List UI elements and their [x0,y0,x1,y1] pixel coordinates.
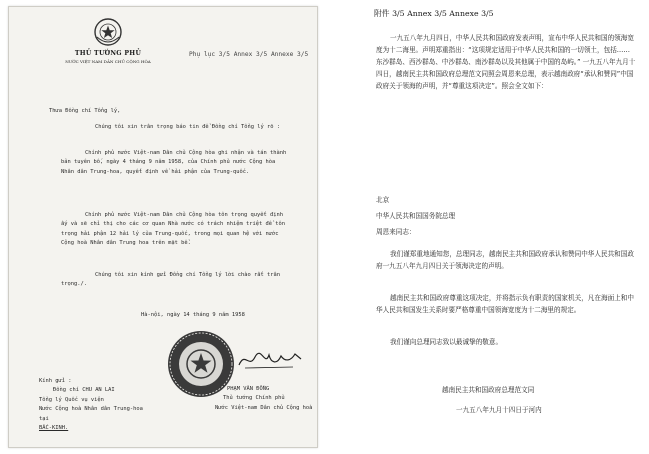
address-name: 周恩来同志： [376,228,416,236]
receiver-line: tại [39,415,49,422]
paragraph-recognition: Chính phủ nước Việt-nam Dân chủ Cộng hòa ghi nhận và tán thành bản tuyên bố, ngày 4 tháng 9 năm 1958, của Chính phủ nước Cộng hòa Nhân dân Trung-hoa, quyết định về hải phận của Trung-quốc. [61,150,287,175]
closing-signer: 越南民主共和国政府总理范文同 [442,386,535,394]
receiver-line: BẮC-KINH. [39,425,69,432]
intro-paragraph: 一九五八年九月四日，中华人民共和国政府发表声明，宣布中华人民共和国的领海宽度为十二海里。声明郑重指出：“这项规定适用于中华人民共和国的一切领土，包括……东沙群岛、西沙群岛、中沙群岛、南沙群岛以及其他属于中国的岛屿。” 一九五八年九月十四日，越南民主共和国政府总理范文同照会周恩来总理，表示越南政府“承认和赞同”中国政府关于领海的声明，并“尊重这项决定”。照会全文如下： [376,34,636,90]
paragraph-closing: Chúng tôi xin kính gửi Đồng chí Tổng lý lời chào rất trân trọng./. [61,272,280,288]
receiver-line: Nước Cộng hoà Nhân dân Trung-hoa [39,406,143,413]
signer-block [215,385,315,413]
receiver-line: Tổng lý Quốc vụ viện [39,396,104,403]
address-city: 北京 [376,196,390,204]
left-document-page [8,6,318,448]
government-office-title: THỦ TƯỚNG PHỦ [74,50,142,57]
annex-label-right: 附件 3/5 Annex 3/5 Annexe 3/5 [374,9,494,18]
country-name-subtitle: NƯỚC VIỆT NAM DÂN CHỦ CỘNG HÒA [65,59,151,64]
handwritten-signature-icon [235,347,307,373]
body-paragraph: 我们谨向总理同志致以最诚挚的敬意。 [390,338,503,346]
state-emblem-icon [93,17,123,47]
signer-line: Thủ tướng Chính phủ [223,395,285,402]
address-title: 中华人民共和国国务院总理 [376,212,456,220]
signer-line: PHẠM VĂN ĐỒNG [227,386,270,392]
paragraph-notice: Chúng tôi xin trân trọng báo tin để Đồng chí Tổng lý rõ : [95,124,280,130]
right-document-page [330,0,649,454]
salutation: Thưa Đồng chí Tổng lý, [49,108,121,114]
closing-date: 一九五八年九月十四日于河内 [456,406,542,414]
receiver-line: Đồng chí CHU AN LAI [53,387,115,394]
annex-label-left: Phụ lục 3/5 Annex 3/5 Annexe 3/5 [189,51,309,58]
receiver-line: Kính gửi : [39,378,72,384]
place-and-date: Hà-nội, ngày 14 tháng 9 năm 1958 [141,312,245,318]
paragraph-respect: Chính phủ nước Việt-nam Dân chủ Cộng hòa tôn trọng quyết định ấy và sẽ chỉ thị cho các cơ quan Nhà nước có trách nhiệm triệt để tôn trọng hải phận 12 hải lý của Trung-quốc, trong mọi quan hệ với nước Cộng hoà Nhân dân Trung hoa trên mặt bể. [61,212,285,247]
body-paragraph: 我们谨郑重地通知您，总理同志，越南民主共和国政府承认和赞同中华人民共和国政府一九五八年九月四日关于领海决定的声明。 [376,250,634,270]
body-paragraph: 越南民主共和国政府尊重这项决定，并将指示负有职责的国家机关，凡在海面上和中华人民共和国发生关系时要严格尊重中国领海宽度为十二海里的规定。 [376,294,634,314]
signer-line: Nước Việt-nam Dân chủ Cộng hoà [215,404,313,411]
receiver-block [39,377,147,433]
